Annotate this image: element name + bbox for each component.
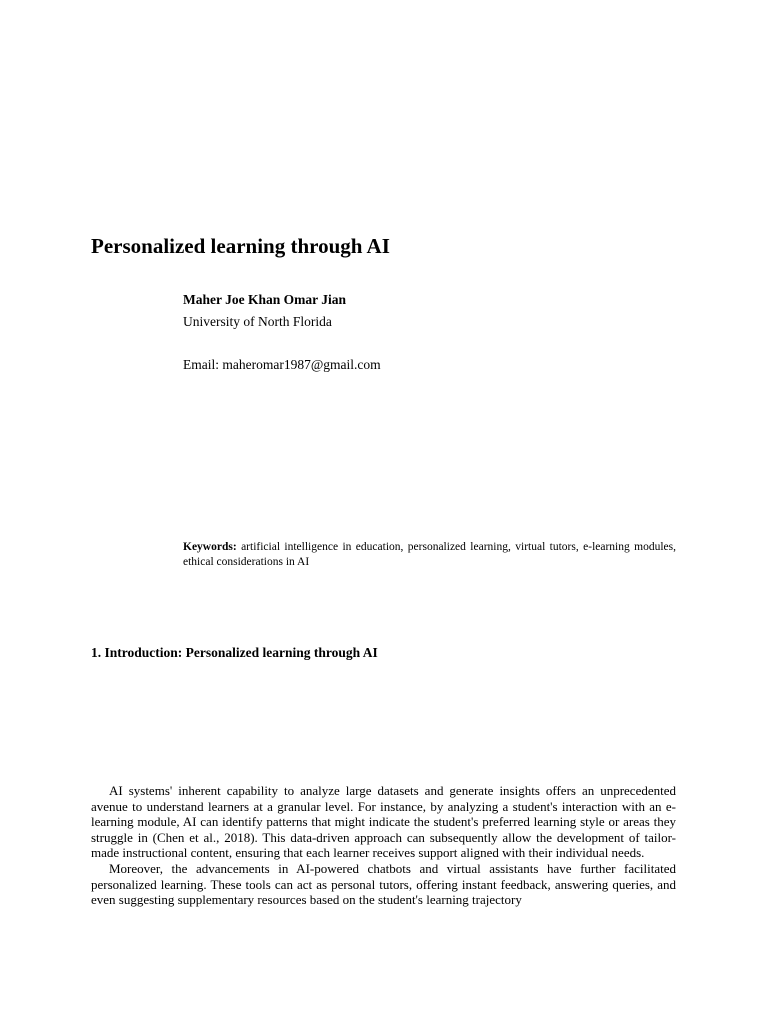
body-paragraph-2: Moreover, the advancements in AI-powered chatbots and virtual assistants have further facilitated personalized learning. These tools can act as personal tutors, offering instant feedback, answering queries, and even suggesting supplementary resources based on the student's learning trajectory (91, 860, 676, 908)
body-paragraph-1: AI systems' inherent capability to analyze large datasets and generate insights offers an unprecedented avenue to understand learners at a granular level. For instance, by analyzing a student's interaction with an e-learning module, AI can identify patterns that might indicate the student's preferred learning style or areas they struggle in (Chen et al., 2018). This data-driven approach can subsequently allow the development of tailor-made instructional content, ensuring that each learner receives support aligned with their individual needs. (91, 783, 676, 861)
keywords-text: artificial intelligence in education, personalized learning, virtual tutors, e-learning modules, ethical considerations in AI (183, 541, 676, 568)
section-body (91, 783, 676, 924)
author-name: Maher Joe Khan Omar Jian (183, 292, 347, 307)
author-block (183, 290, 683, 375)
keywords-label: Keywords: (183, 541, 237, 553)
author-email: Email: maheromar1987@gmail.com (183, 357, 381, 372)
section-heading-introduction: 1. Introduction: Personalized learning through AI (91, 645, 378, 660)
keywords-block (183, 540, 676, 570)
paper-title: Personalized learning through AI (91, 234, 390, 258)
author-affiliation: University of North Florida (183, 314, 332, 329)
